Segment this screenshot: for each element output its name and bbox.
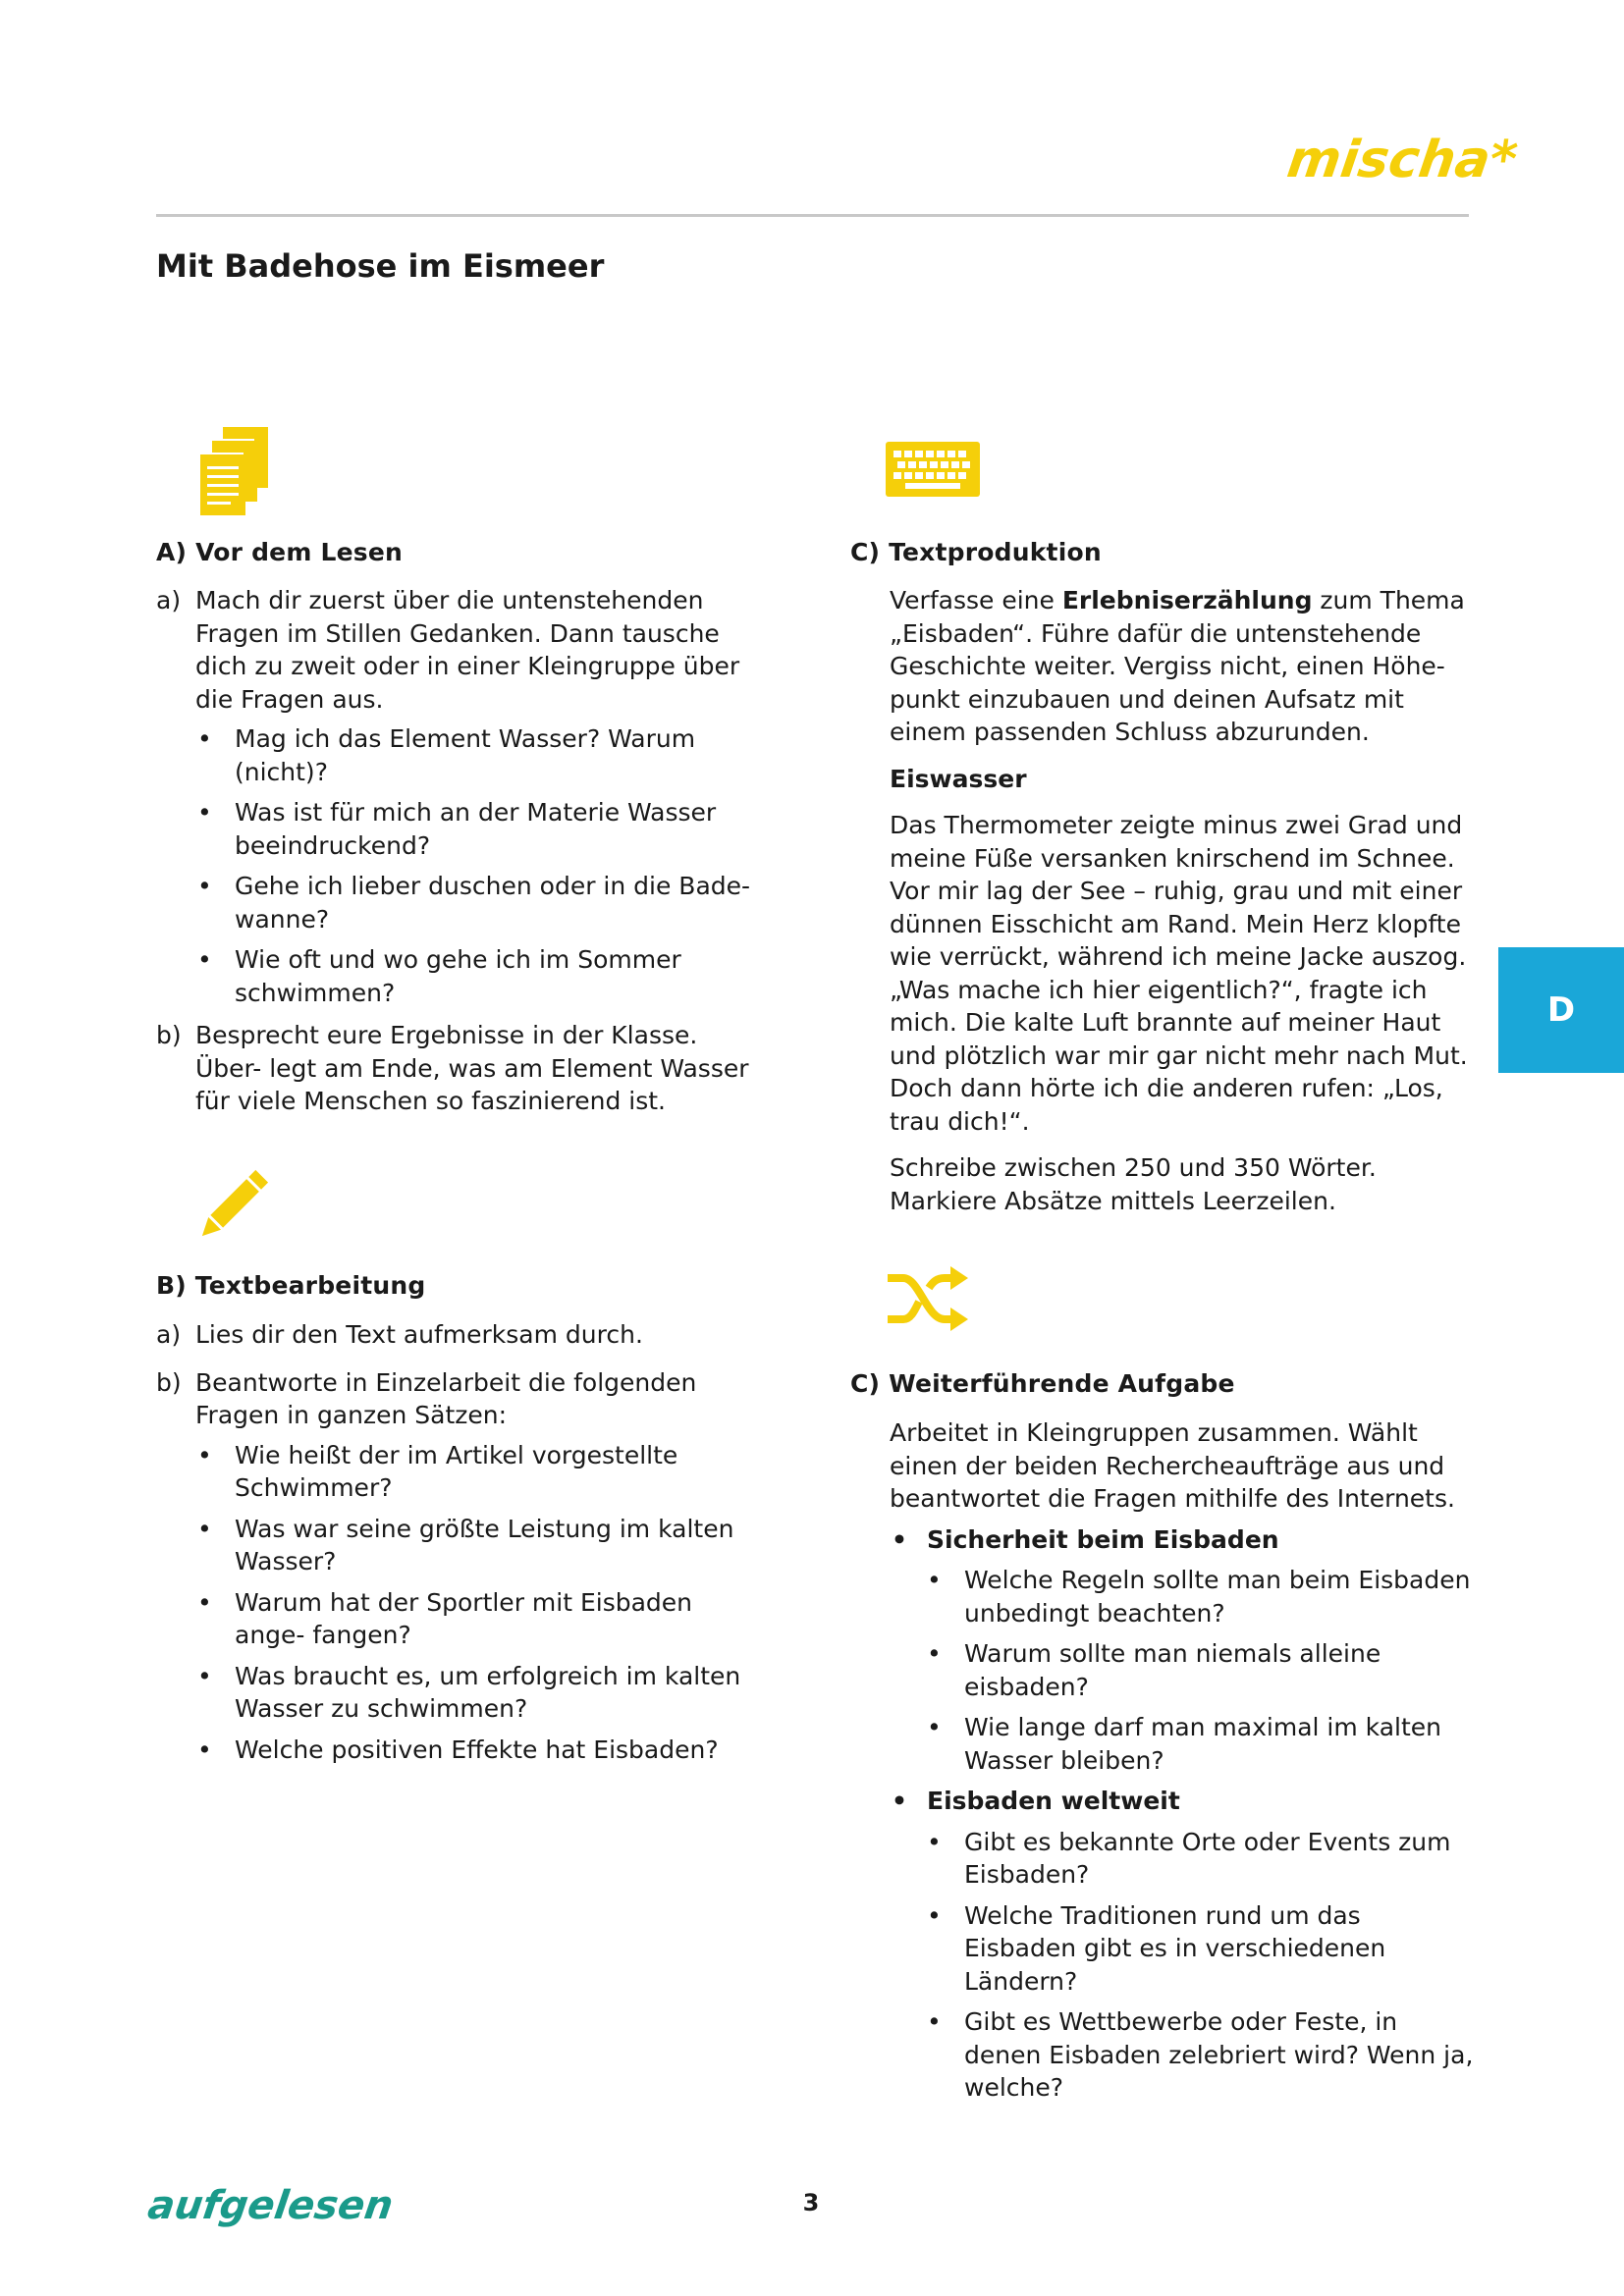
list-item-text: Was braucht es, um erfolgreich im kalten Wasser zu schwimmen? <box>235 1661 741 1723</box>
list-item: • Mag ich das Element Wasser? Warum (nicht)? <box>195 722 765 788</box>
list-item-text: Welche positiven Effekte hat Eisbaden? <box>235 1735 719 1764</box>
list-item-text: Wie heißt der im Artikel vorgestellte Schwimmer? <box>235 1440 678 1502</box>
item-text: Besprecht eure Ergebnisse in der Klasse. Über- legt am Ende, was am Element Wasser für viele Menschen so faszinierend ist. <box>195 1021 749 1115</box>
section-b-heading: B) Textbearbeitung <box>156 1271 426 1300</box>
item-text: Beantworte in Einzelarbeit die folgenden Fragen in ganzen Sätzen: <box>195 1367 697 1429</box>
section-a-heading: A) Vor dem Lesen <box>156 538 403 566</box>
story-text: Das Thermometer zeigte minus zwei Grad und meine Füße versanken knirschend im Schnee. Vor mir lag der See – ruhig, grau und mit einer dünnen Eisschicht am Rand. Mein Herz klopfte wie verrückt, während ich meine Jacke auszog. „Was mache ich hier eigentlich?“, fragte ich mich. Die kalte Luft brannte auf meiner Haut und plötzlich war mir gar nicht mehr nach Mut. Doch dann hörte ich die anderen rufen: „Los, trau dich!“. <box>890 811 1468 1136</box>
section-c-intro <box>890 584 1474 749</box>
item-text: Lies dir den Text aufmerksam durch. <box>195 1320 643 1349</box>
shuffle-icon <box>886 1264 970 1333</box>
list-item: • Wie heißt der im Artikel vorgestellte Schwimmer? <box>195 1439 765 1505</box>
writing-instructions: Schreibe zwischen 250 und 350 Wörter. Markiere Absätze mittels Leerzeilen. <box>890 1153 1377 1215</box>
section-c-heading: C) Textproduktion <box>850 538 1102 566</box>
section-d-heading: C) Weiterführende Aufgabe <box>850 1369 1235 1398</box>
list-item-text: Was ist für mich an der Materie Wasser beeindruckend? <box>235 798 717 860</box>
list-item: • Was ist für mich an der Materie Wasser beeindruckend? <box>195 796 765 862</box>
section-b-item-b <box>156 1366 765 1432</box>
mischa-logo-text: mischa* <box>1283 131 1521 189</box>
list-item-text: Mag ich das Element Wasser? Warum (nicht)? <box>235 724 696 786</box>
research-group-2-list <box>927 1826 1474 2105</box>
list-item: • Wie lange darf man maximal im kalten Wasser bleiben? <box>927 1711 1474 1777</box>
research-group-2-title: • Eisbaden weltweit <box>890 1785 1474 1818</box>
item-text: Mach dir zuerst über die untenstehenden Fragen im Stillen Gedanken. Dann tausche dich zu zweit oder in einer Kleingruppe über die Fragen aus. <box>195 586 740 714</box>
section-a-item-b <box>156 1019 765 1118</box>
list-item-text: Was war seine größte Leistung im kalten Wasser? <box>235 1514 734 1575</box>
group-title-text: Eisbaden weltweit <box>927 1787 1180 1815</box>
story-title: Eiswasser <box>890 764 1027 793</box>
group-title-text: Sicherheit beim Eisbaden <box>927 1524 1279 1554</box>
page-number: 3 <box>802 2189 820 2216</box>
section-b-body <box>156 1318 765 1774</box>
aufgelesen-logo-text: aufgelesen <box>144 2183 397 2228</box>
section-a-body <box>156 584 765 1133</box>
list-item: • Welche positiven Effekte hat Eisbaden? <box>195 1734 765 1767</box>
item-label: a) <box>156 1320 182 1349</box>
research-group-1-list <box>927 1564 1474 1777</box>
page-title: Mit Badehose im Eismeer <box>156 247 605 285</box>
list-item: • Warum hat der Sportler mit Eisbaden ange- fangen? <box>195 1586 765 1652</box>
section-a-item-a <box>156 584 765 716</box>
section-b-bullet-list <box>195 1439 765 1767</box>
mischa-logo <box>1283 116 1521 204</box>
list-item-text: Gibt es bekannte Orte oder Events zum Eisbaden? <box>964 1827 1451 1889</box>
section-b-item-a <box>156 1318 765 1352</box>
item-label: a) <box>156 586 182 614</box>
intro-text-start: Verfasse eine <box>890 586 1062 614</box>
list-item-text: Wie oft und wo gehe ich im Sommer schwimmen? <box>235 945 681 1007</box>
list-item: • Welche Regeln sollte man beim Eisbaden unbedingt beachten? <box>927 1564 1474 1629</box>
list-item: • Was braucht es, um erfolgreich im kalten Wasser zu schwimmen? <box>195 1660 765 1726</box>
list-item-text: Wie lange darf man maximal im kalten Wasser bleiben? <box>964 1713 1441 1775</box>
list-item-text: Gehe ich lieber duschen oder in die Bade- wanne? <box>235 872 751 934</box>
list-item: • Wie oft und wo gehe ich im Sommer schwimmen? <box>195 943 765 1009</box>
intro-text-end: zum Thema „Eisbaden“. Führe dafür die untenstehende Geschichte weiter. Vergiss nicht, einen Höhe- punkt einzubauen und deinen Aufsatz mit einem passenden Schluss abzurunden. <box>890 586 1465 746</box>
list-item-text: Welche Regeln sollte man beim Eisbaden unbedingt beachten? <box>964 1566 1471 1628</box>
documents-icon <box>195 427 270 517</box>
aufgelesen-logo <box>144 2171 397 2240</box>
section-a-bullet-list <box>195 722 765 1009</box>
header-rule <box>156 214 1469 217</box>
intro-keyword: Erlebniserzählung <box>1061 586 1313 614</box>
pencil-icon <box>193 1166 272 1245</box>
list-item-text: Warum sollte man niemals alleine eisbaden? <box>964 1639 1381 1701</box>
list-item-text: Welche Traditionen rund um das Eisbaden gibt es in verschiedenen Ländern? <box>964 1900 1386 1996</box>
list-item: • Gibt es bekannte Orte oder Events zum Eisbaden? <box>927 1826 1474 1892</box>
item-label: b) <box>156 1367 182 1397</box>
list-item: • Welche Traditionen rund um das Eisbaden gibt es in verschiedenen Ländern? <box>927 1899 1474 1999</box>
research-group-1-title: • Sicherheit beim Eisbaden <box>890 1523 1474 1557</box>
list-item: • Was war seine größte Leistung im kalten Wasser? <box>195 1513 765 1578</box>
list-item: • Warum sollte man niemals alleine eisbaden? <box>927 1637 1474 1703</box>
keyboard-icon <box>886 442 980 497</box>
section-d-body <box>890 1416 1474 2112</box>
chapter-tab[interactable]: D <box>1498 947 1624 1073</box>
list-item: • Gibt es Wettbewerbe oder Feste, in denen Eisbaden zelebriert wird? Wenn ja, welche? <box>927 2005 1474 2105</box>
list-item: • Gehe ich lieber duschen oder in die Bade- wanne? <box>195 870 765 935</box>
list-item-text: Gibt es Wettbewerbe oder Feste, in denen Eisbaden zelebriert wird? Wenn ja, welche? <box>964 2007 1474 2102</box>
list-item-text: Warum hat der Sportler mit Eisbaden ange- fangen? <box>235 1587 693 1649</box>
item-label: b) <box>156 1021 182 1049</box>
section-d-intro: Arbeitet in Kleingruppen zusammen. Wählt einen der beiden Rechercheaufträge aus und beantwortet die Fragen mithilfe des Internets. <box>890 1418 1455 1513</box>
section-c-body <box>890 584 1474 1231</box>
